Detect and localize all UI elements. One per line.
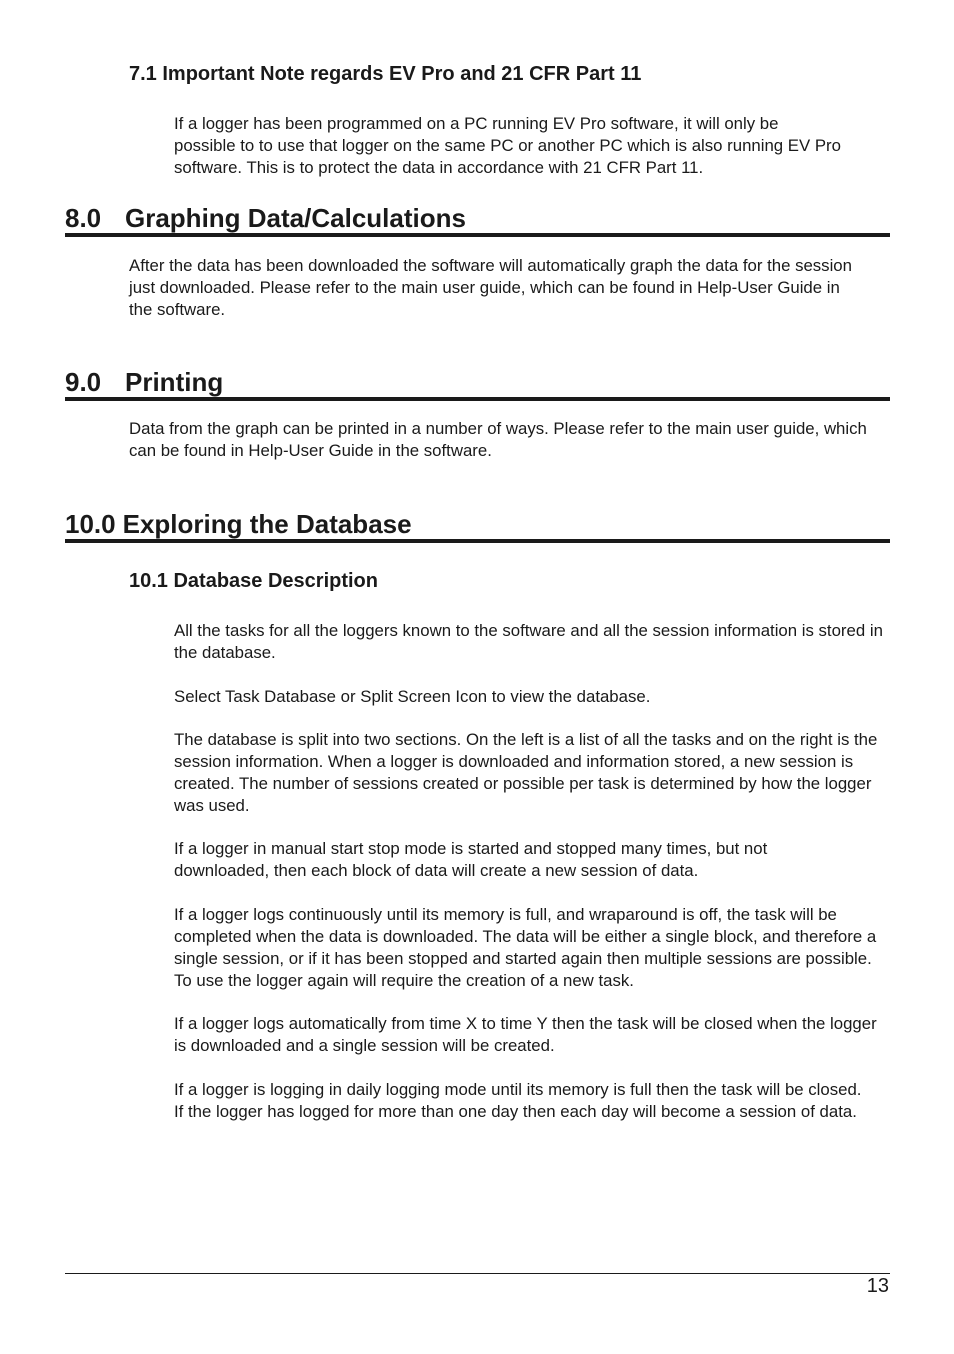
section-10-1-paragraph: All the tasks for all the loggers known to the software and all the session information is stored in the database. — [174, 621, 883, 662]
section-7-1-body: If a logger has been programmed on a PC running EV Pro software, it will only be possible to to use that logger on the same PC or another PC which is also running EV Pro software. This is to protect the data in accordance with 21 CFR Part 11. — [174, 114, 841, 177]
section-9-title: Printing — [125, 367, 224, 397]
section-10-1-paragraph: Select Task Database or Split Screen Icon to view the database. — [174, 687, 651, 706]
section-10-number: 10.0 — [65, 509, 116, 539]
section-9-body: Data from the graph can be printed in a number of ways. Please refer to the main user guide, which can be found in Help-User Guide in the software. — [129, 419, 867, 460]
section-9-number: 9.0 — [65, 367, 102, 397]
section-10-1-heading: 10.1 Database Description — [129, 570, 378, 592]
section-8-body: After the data has been downloaded the software will automatically graph the data for the session just downloaded. Please refer to the main user guide, which can be found in Help-User Guide in the software. — [129, 256, 852, 319]
section-10-heading — [65, 509, 890, 543]
section-10-1-paragraph: If a logger logs automatically from time X to time Y then the task will be closed when the logger is downloaded and a single session will be created. — [174, 1014, 877, 1055]
footer-rule — [65, 1273, 890, 1274]
section-10-title: Exploring the Database — [122, 509, 412, 539]
section-10-1-paragraph: If a logger in manual start stop mode is started and stopped many times, but not downloaded, then each block of data will create a new session of data. — [174, 839, 768, 880]
section-10-1-paragraph: The database is split into two sections. On the left is a list of all the tasks and on the right is the session information. When a logger is downloaded and information stored, a new session is created. The number of sessions created or possible per task is determined by how the logger was used. — [174, 730, 878, 815]
page-number: 13 — [866, 1275, 889, 1297]
section-8-heading — [65, 203, 890, 237]
section-7-1-heading: 7.1 Important Note regards EV Pro and 21 CFR Part 11 — [129, 63, 642, 85]
section-10-1-paragraph: If a logger is logging in daily logging mode until its memory is full then the task will be closed. If the logger has logged for more than one day then each day will become a session of data. — [174, 1080, 862, 1121]
section-8-title: Graphing Data/Calculations — [125, 203, 466, 233]
section-10-1-paragraph: If a logger logs continuously until its memory is full, and wraparound is off, the task will be completed when the data is downloaded. The data will be either a single block, and therefore a single session, or if it has been stopped and started again then multiple sessions are possible. To use the logger again will require the creation of a new task. — [174, 905, 877, 990]
section-8-number: 8.0 — [65, 203, 102, 233]
section-9-heading — [65, 367, 890, 401]
